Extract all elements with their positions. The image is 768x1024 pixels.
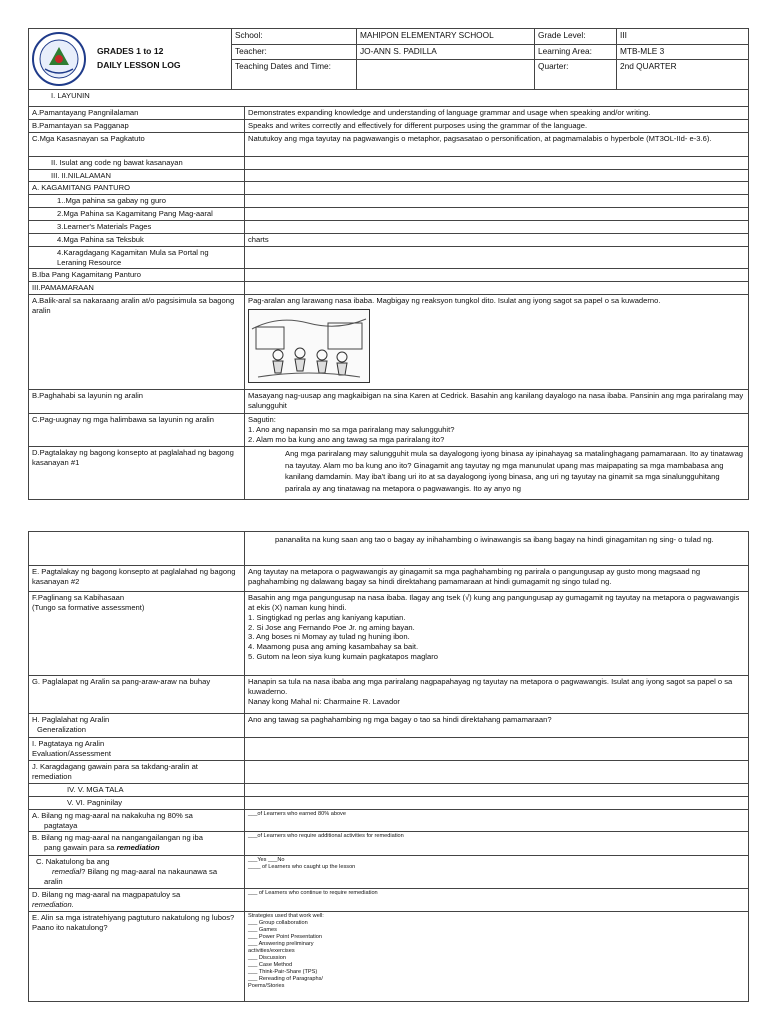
- karagdagang-gawain-label: J. Karagdagang gawain para sa takdang-aralin at remediation: [29, 761, 245, 784]
- learning-area-value: MTB-MLE 3: [617, 44, 749, 60]
- item-2: 2. Si Jose ang Fernando Poe Jr. ng aming bayan.: [248, 622, 415, 632]
- iba-pang-kagamitan-label: B.Iba Pang Kagamitang Panturo: [29, 269, 245, 282]
- school-value: MAHIPON ELEMENTARY SCHOOL: [357, 29, 535, 45]
- nilalaman-heading: III. II.NILALAMAN: [29, 169, 245, 182]
- teksbuk-value: charts: [245, 233, 749, 246]
- paglinang-value: Basahin ang mga pangungusap na nasa ibaba. Ilagay ang tsek (√) kung ang pangungusap ay gumagamit ng tayutay na metapora o pagwawangis at ekis (X) naman kung hindi. 1. Singtigkad ng perlas ang kaniyang kaputian. 2. Si Jose ang Fernando Poe Jr. ng aming bayan. 3. Ang boses ni Momay ay tulad ng huning ibon. 4. Maamong pusa ang aming kasambahay sa bait. 5. Gutom na leon siya kung kumain pagkatapos maglaro: [245, 592, 749, 676]
- pag-uugnay-label: C.Pag-uugnay ng mga halimbawa sa layunin ng aralin: [29, 414, 245, 447]
- pamantayan-pagganap-label: B.Pamantayan sa Pagganap: [29, 119, 245, 132]
- balik-aral-label: A.Balik-aral sa nakaraang aralin at/o pagsisimula sa bagong aralin: [29, 295, 245, 390]
- karagdagang-kagamitan-label: 4.Karagdagang Kagamitan Mula sa Portal ng Leraning Resource: [29, 246, 245, 269]
- paglalahat-label: H. Paglalahat ng Aralin Generalization: [29, 714, 245, 738]
- daily-lesson-log-title: DAILY LESSON LOG: [97, 60, 181, 70]
- grades-title: GRADES 1 to 12: [97, 46, 164, 57]
- reflection-d-label: D. Bilang ng mag-aaral na magpapatuloy sa remediation.: [29, 889, 245, 912]
- reflection-d-value: ___ of Learners who continue to require remediation: [245, 889, 749, 912]
- lesson-table-1: [28, 89, 749, 500]
- reflection-a-label: A. Bilang ng mag-aaral na nakakuha ng 80% sa pagtataya: [29, 809, 245, 832]
- layunin-heading: I. LAYUNIN: [29, 90, 749, 107]
- lesson-table-2: [28, 531, 749, 1002]
- lesson-log-page-1: [28, 28, 748, 500]
- paghahabi-value: Masayang nag-uusap ang magkaibigan na sina Karen at Cedrick. Basahin ang kanilang dayalogo na nasa ibaba. Pansinin ang mga pariralang may salungguhit: [245, 390, 749, 414]
- header-table: [28, 28, 749, 90]
- code-label: II. Isulat ang code ng bawat kasanayan: [29, 156, 245, 169]
- grade-level-label: Grade Level:: [535, 29, 617, 45]
- paglinang-label: F.Paglinang sa Kabihasaan (Tungo sa formative assessment): [29, 592, 245, 676]
- item-1: 1. Singtigkad ng perlas ang kaniyang kaputian.: [248, 612, 406, 622]
- illustration-image: [248, 309, 370, 383]
- lesson-log-page-2: [28, 531, 748, 1002]
- paghahabi-label: B.Paghahabi sa layunin ng aralin: [29, 390, 245, 414]
- teksbuk-label: 4.Mga Pahina sa Teksbuk: [29, 233, 245, 246]
- pamantayang-pangnilalaman-value: Demonstrates expanding knowledge and understanding of language grammar and usage when speaking and/or writing.: [245, 107, 749, 120]
- pamantayang-pangnilalaman-label: A.Pamantayang Pangnilalaman: [29, 107, 245, 120]
- pamamaraan-heading: III.PAMAMARAAN: [29, 282, 245, 295]
- deped-seal-icon: [31, 31, 87, 87]
- reflection-c-value: ___Yes ___No ____ of Learners who caught up the lesson: [245, 856, 749, 889]
- reflection-c-label: C. Nakatulong ba ang remedial? Bilang ng mag-aaral na nakaunawa sa aralin: [29, 856, 245, 889]
- reflection-a-value: ___of Learners who earned 80% above: [245, 809, 749, 832]
- learning-area-label: Learning Area:: [535, 44, 617, 60]
- pagtalakay-1-label: D.Pagtalakay ng bagong konsepto at paglalahad ng bagong kasanayan #1: [29, 446, 245, 499]
- pagtalakay-2-value: Ang tayutay na metapora o pagwawangis ay ginagamit sa mga paghahambing ng parirala o pangungusap ay gusto mong magsaad ng paghahambing ng dalawang bagay sa hindi direktahang pamamaraan at hindi gumagamit ng singo tulad ng.: [245, 566, 749, 592]
- pag-uugnay-value: Sagutin: 1. Ano ang napansin mo sa mga pariralang may salungguhit? 2. Alam mo ba kung ano ang tawag sa mga pariralang ito?: [245, 414, 749, 447]
- mga-tala-heading: IV. V. MGA TALA: [29, 784, 245, 797]
- item-4: 4. Maamong pusa ang aming kasambahay sa bait.: [248, 642, 419, 652]
- kasanayan-label: C.Mga Kasasnayan sa Pagkatuto: [29, 132, 245, 156]
- teaching-dates-value: [357, 60, 535, 90]
- grade-level-value: III: [617, 29, 749, 45]
- school-label: School:: [232, 29, 357, 45]
- pagtalakay-2-label: E. Pagtalakay ng bagong konsepto at paglalahad ng bagong kasanayan #2: [29, 566, 245, 592]
- kasanayan-value: Natutukoy ang mga tayutay na pagwawangis o metaphor, pagsasatao o personification, at pagmamalabis o hyperbole (MT3OL-IId- e-3.6).: [245, 132, 749, 156]
- kagamitang-panturo-heading: A. KAGAMITANG PANTURO: [29, 182, 245, 195]
- learners-materials-label: 3.Learner's Materials Pages: [29, 221, 245, 234]
- teacher-value: JO-ANN S. PADILLA: [357, 44, 535, 60]
- paglalapat-label: G. Paglalapat ng Aralin sa pang-araw-araw na buhay: [29, 676, 245, 714]
- balik-aral-value: Pag-aralan ang larawang nasa ibaba. Magbigay ng reaksyon tungkol dito. Isulat ang iyong sagot sa papel o sa kuwaderno.: [245, 295, 749, 390]
- quarter-value: 2nd QUARTER: [617, 60, 749, 90]
- reflection-e-label: E. Alin sa mga istratehiyang pagtuturo nakatulong ng lubos? Paano ito nakatulong?: [29, 912, 245, 1002]
- pagninilay-heading: V. VI. Pagninilay: [29, 796, 245, 809]
- pagtalakay-1-value: Ang mga pariralang may salungguhit mula sa dayalogong iyong binasa ay ipinahayag sa matalinghagang pamamaraan. Ito ay tinatawag na tayutay. Alam mo ba kung ano ito? Ginagamit ang tayutay ng mga manunulat upang mas maipараting sa mga mambabasa ang kanilang damdamin. May iba't ibang uri ito at sa dayalogong iyong binasa, ang uri ng tayutay na ginamit sa mga sinalungguhitang parirala ay ang tinatawag na metapora o pagwawangis. Ito ay anyo ng: [245, 446, 749, 499]
- teacher-label: Teacher:: [232, 44, 357, 60]
- item-5: 5. Gutom na leon siya kung kumain pagkatapos maglaro: [248, 652, 438, 662]
- pagtalakay-1-continued: pananalita na kung saan ang tao o bagay ay inihahambing o iwinawangis sa ibang bagay na hindi ginagamitan ng sing- o tulad ng.: [245, 532, 749, 566]
- kagamitang-pang-mag-aaral-label: 2.Mga Pahina sa Kagamitang Pang Mag-aaral: [29, 208, 245, 221]
- paglalahat-value: Ano ang tawag sa paghahambing ng mga bagay o tao sa hindi direktahang pamamaraan?: [245, 714, 749, 738]
- strategies-list: Strategies used that work well: ___ Group collaboration ___ Games ___ Power Point Presentation ___ Answering preliminary activities/exercises ___ Discussion ___ Case Method ___ Think-Pair-Share (TPS) ___ Rereading of Paragraphs/ Poems/Stories: [245, 912, 749, 1002]
- gabay-guro-label: 1..Mga pahina sa gabay ng guro: [29, 195, 245, 208]
- pamantayan-pagganap-value: Speaks and writes correctly and effectively for different purposes using the grammar of the language.: [245, 119, 749, 132]
- header-title-cell: [29, 29, 232, 90]
- quarter-label: Quarter:: [535, 60, 617, 90]
- reflection-b-label: B. Bilang ng mag-aaral na nangangailangan ng iba pang gawain para sa remediation: [29, 832, 245, 856]
- pagtataya-label: I. Pagtataya ng Aralin Evaluation/Assessment: [29, 738, 245, 761]
- item-3: 3. Ang boses ni Momay ay tulad ng huning ibon.: [248, 632, 410, 642]
- paglalapat-value: Hanapin sa tula na nasa ibaba ang mga pariralang nagpapahayag ng tayutay na metapora o pagwawangis. Isulat ang iyong sagot sa papel o sa kuwaderno. Nanay kong Mahal ni: Charmaine R. Lavador: [245, 676, 749, 714]
- reflection-b-value: ___of Learners who require additional activities for remediation: [245, 832, 749, 856]
- teaching-dates-label: Teaching Dates and Time:: [232, 60, 357, 90]
